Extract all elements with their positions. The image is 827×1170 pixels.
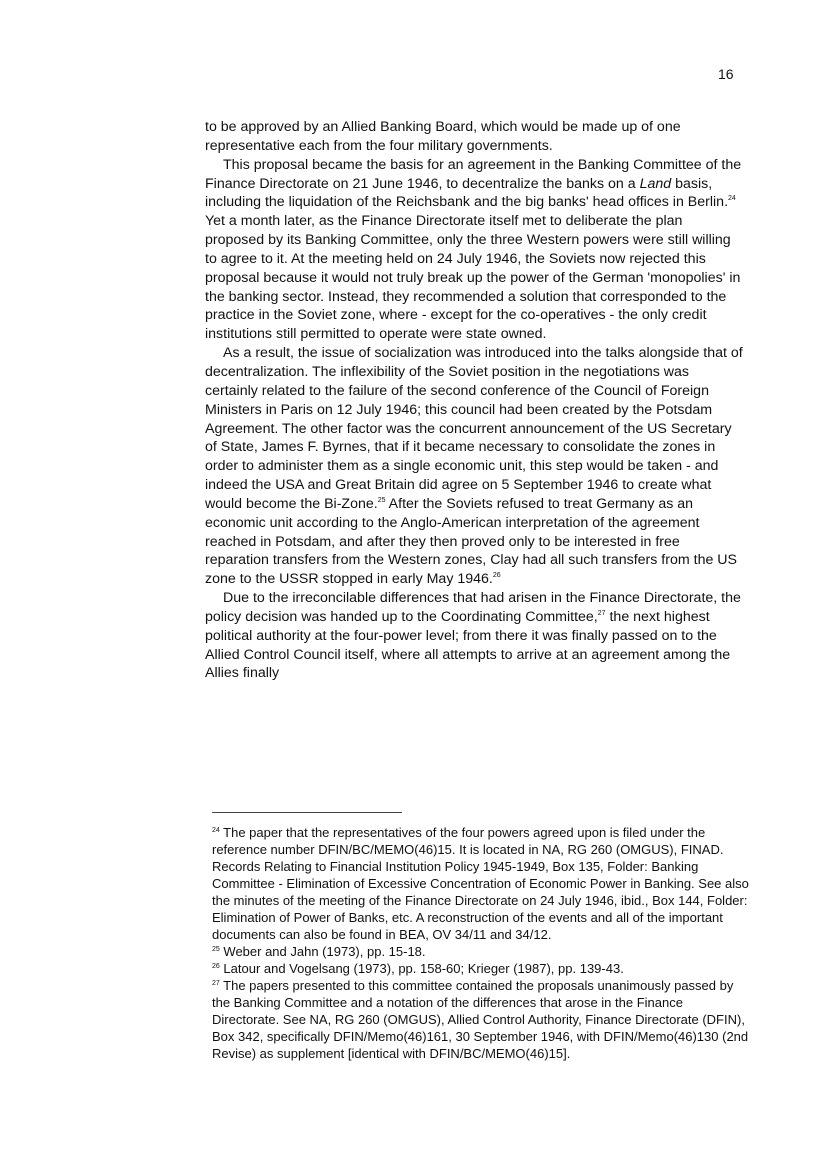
paragraph-2-text-c: Yet a month later, as the Finance Directorate itself met to deliberate the plan proposed by its Banking Committee, only the three Western powers were still willing to agree to it. At the meeting held on 24 July 1946, the Soviets now rejected this proposal because it would not truly break up the power of the German 'monopolies' in the banking sector. Instead, they recommended a solution that corresponded to the practice in the Soviet zone, where - except for the co-operatives - the only credit institutions still permitted to operate were state owned. (205, 213, 741, 343)
paragraph-3-text-a: As a result, the issue of socialization was introduced into the talks alongside that of decentralization. The inflexibility of the Soviet position in the negotiations was certainly related to the failure of the second conference of the Council of Foreign Ministers in Paris on 12 July 1946; this council had been created by the Potsdam Agreement. The other factor was the concurrent announcement of the US Secretary of State, James F. Byrnes, that if it became necessary to consolidate the zones in order to administer them as a single economic unit, this step would be taken - and indeed the USA and Great Britain did agree on 5 September 1946 to create what would become the Bi-Zone. (205, 345, 743, 512)
paragraph-4-text-b: the next highest political authority at the four-power level; from there it was finally passed on to the Allied Control Council itself, where all attempts to arrive at an agreement among the Allies finally (205, 608, 731, 682)
footnote (212, 824, 752, 943)
footnotes (212, 824, 752, 1062)
footnote-text: Latour and Vogelsang (1973), pp. 158-60; Krieger (1987), pp. 139-43. (219, 961, 624, 976)
footnote-number: 27 (212, 980, 220, 987)
paragraph-1-text: to be approved by an Allied Banking Board, which would be made up of one representative each from the four military governments. (205, 119, 681, 154)
page-number: 16 (718, 66, 734, 82)
paragraph-2-text-a: This proposal became the basis for an agreement in the Banking Committee of the Finance Directorate on 21 June 1946, to decentralize the banks on a (205, 156, 742, 192)
paragraph-4 (205, 589, 745, 683)
footnote (212, 977, 752, 1062)
paragraph-2-text-b: basis, including the liquidation of the Reichsbank and the big banks' head offices in Berlin. (205, 175, 729, 211)
paragraph-1 (205, 118, 745, 156)
paragraph-4-text-a: Due to the irreconcilable differences that had arisen in the Finance Directorate, the policy decision was handed up to the Coordinating Committee, (205, 590, 741, 625)
footnote-ref-26: 26 (492, 572, 501, 580)
footnote-text: The paper that the representatives of the four powers agreed upon is filed under the reference number DFIN/BC/MEMO(46)15. It is located in NA, RG 260 (OMGUS), FINAD. Records Relating to Financial Institution Policy 1945-1949, Box 135, Folder: Banking Committee - Elimination of Excessive Concentration of Economic Power in Banking. See also the minutes of the meeting of the Finance Directorate on 24 July 1946, ibid., Box 144, Folder: Elimination of Power of Banks, etc. A reconstruction of the events and all of the important documents can also be found in BEA, OV 34/11 and 34/12. (212, 825, 749, 942)
paragraph-3 (205, 344, 745, 589)
footnote-text: The papers presented to this committee contained the proposals unanimously passed by the Banking Committee and a notation of the differences that arose in the Finance Directorate. See NA, RG 260 (OMGUS), Allied Control Authority, Finance Directorate (DFIN), Box 342, specifically DFIN/Memo(46)161, 30 September 1946, with DFIN/Memo(46)130 (2nd Revise) as supplement [identical with DFIN/BC/MEMO(46)15]. (212, 978, 749, 1061)
footnote-text: Weber and Jahn (1973), pp. 15-18. (219, 944, 426, 959)
footnote-ref-27: 27 (597, 609, 606, 617)
footnote-number: 24 (212, 827, 220, 834)
italic-land: Land (639, 175, 672, 192)
footnote (212, 960, 752, 977)
footnote-ref-25: 25 (377, 496, 386, 504)
footnote-number: 26 (212, 963, 220, 970)
footnote (212, 943, 752, 960)
footnote-number: 25 (212, 946, 220, 953)
paragraph-3-text-b: After the Soviets refused to treat Germany as an economic unit according to the Anglo-American interpretation of the agreement reached in Potsdam, and after they then proved only to be interested in free reparation transfers from the Western zones, Clay had all such transfers from the US zone to the USSR stopped in early May 1946. (205, 495, 737, 588)
footnote-ref-24: 24 (728, 195, 736, 203)
paragraph-2 (205, 156, 745, 344)
body-text (205, 118, 745, 683)
footnote-divider (212, 812, 402, 813)
